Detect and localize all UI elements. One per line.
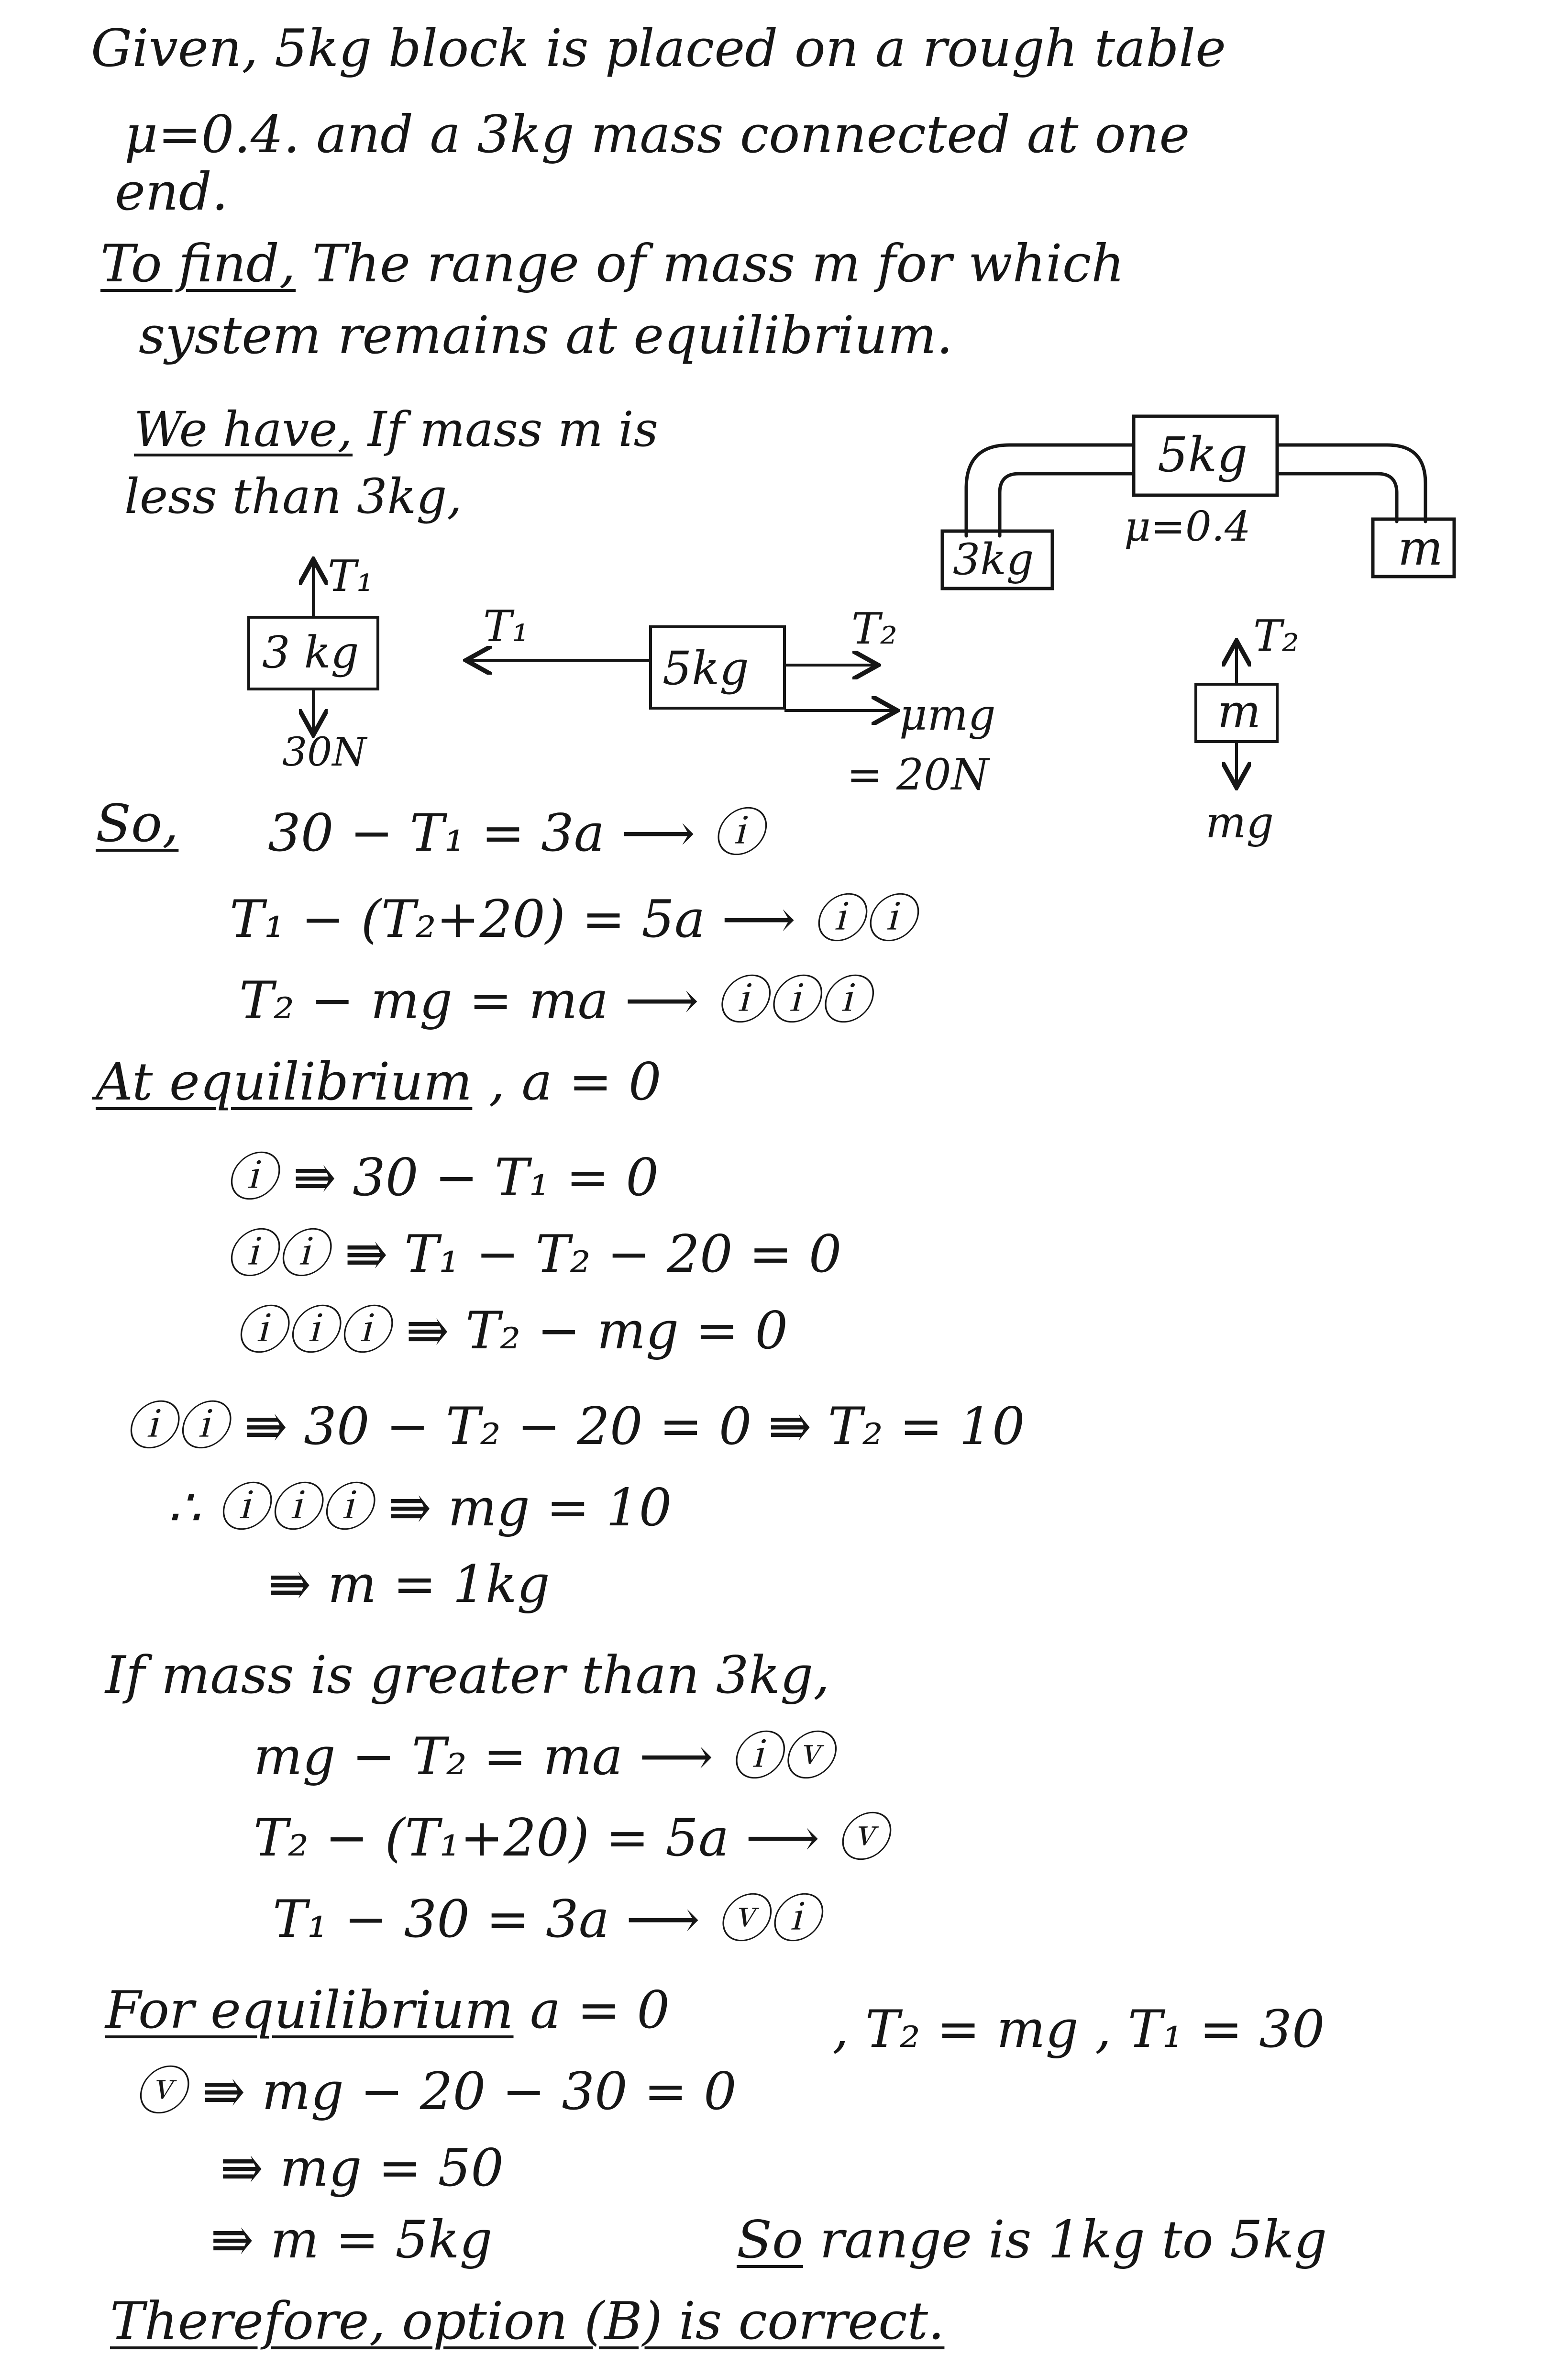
so-label xyxy=(96,794,178,854)
equation-6: T₁ − 30 = 3a ⟶ ⓥⓘ xyxy=(273,1889,820,1949)
we-have-label: We have, xyxy=(134,401,353,457)
solution-step-1: ⓘⓘ ⇛ 30 − T₂ − 20 = 0 ⇛ T₂ = 10 xyxy=(124,1397,1025,1456)
equilibrium-heading-1 xyxy=(96,1053,662,1112)
equation-5: T₂ − (T₁+20) = 5a ⟶ ⓥ xyxy=(254,1808,888,1868)
fbd-5kg-right-label: T₂ xyxy=(851,604,898,654)
final-answer: Therefore, option (B) is correct. xyxy=(110,2291,945,2351)
equilibrium-heading-1-text: At equilibrium xyxy=(96,1052,473,1112)
to-find-label: To find, xyxy=(100,234,296,294)
fbd-3kg-down-label: 30N xyxy=(282,730,367,775)
case2-line: If mass is greater than 3kg, xyxy=(105,1645,830,1705)
solution-step-3: ⇛ m = 1kg xyxy=(268,1555,550,1614)
to-find-text-1: The range of mass m for which xyxy=(312,234,1125,294)
equilibrium-result-1: ⓘ ⇛ 30 − T₁ = 0 xyxy=(225,1148,659,1208)
equilibrium-result-3: ⓘⓘⓘ ⇛ T₂ − mg = 0 xyxy=(234,1301,788,1361)
equation-4: mg − T₂ = ma ⟶ ⓘⓥ xyxy=(254,1727,833,1787)
setup-block-3kg-label: 3kg xyxy=(953,534,1034,585)
tension-values: , T₂ = mg , T₁ = 30 xyxy=(832,2000,1325,2059)
fbd-3kg-label: 3 kg xyxy=(262,627,359,678)
equilibrium-result-2: ⓘⓘ ⇛ T₁ − T₂ − 20 = 0 xyxy=(225,1224,842,1284)
range-statement xyxy=(737,2211,1327,2270)
range-text: range is 1kg to 5kg xyxy=(819,2210,1327,2270)
solution-step-2: ∴ ⓘⓘⓘ ⇛ mg = 10 xyxy=(167,1478,672,1538)
case1-text-1: If mass m is xyxy=(367,401,658,457)
equilibrium-heading-2-text: For equilibrium xyxy=(105,1980,514,2040)
equilibrium-result-5: ⇛ mg = 50 xyxy=(220,2138,504,2198)
given-line-3: end. xyxy=(115,162,228,222)
equilibrium-heading-2 xyxy=(105,1981,670,2040)
to-find-line-2: system remains at equilibrium. xyxy=(139,306,953,366)
equilibrium-result-6: ⇛ m = 5kg xyxy=(210,2210,493,2270)
equilibrium-condition-1: , a = 0 xyxy=(488,1052,662,1112)
equilibrium-result-4: ⓥ ⇛ mg − 20 − 30 = 0 xyxy=(134,2062,737,2122)
given-line-1: Given, 5kg block is placed on a rough table xyxy=(91,19,1226,78)
fbd-3kg-up-label: T₁ xyxy=(328,551,374,601)
equation-1: 30 − T₁ = 3a ⟶ ⓘ xyxy=(268,803,763,863)
fbd-friction-label: μmg xyxy=(899,690,996,740)
equation-3: T₂ − mg = ma ⟶ ⓘⓘⓘ xyxy=(239,971,871,1031)
fbd-m-label: m xyxy=(1217,685,1261,738)
fbd-5kg-label: 5kg xyxy=(663,642,749,695)
equilibrium-condition-2: a = 0 xyxy=(530,1980,670,2040)
setup-block-5kg-label: 5kg xyxy=(1158,427,1248,483)
equation-2: T₁ − (T₂+20) = 5a ⟶ ⓘⓘ xyxy=(230,889,916,949)
so-text: So, xyxy=(96,794,179,854)
setup-friction-label: μ=0.4 xyxy=(1124,503,1251,551)
fbd-m-up-label: T₂ xyxy=(1253,611,1300,661)
fbd-m-down-label: mg xyxy=(1205,798,1274,848)
range-so: So xyxy=(737,2210,804,2270)
setup-block-m-label: m xyxy=(1398,520,1443,576)
given-line-2: μ=0.4. and a 3kg mass connected at one xyxy=(124,105,1190,165)
case1-line-2: less than 3kg, xyxy=(124,468,463,524)
fbd-friction-value: = 20N xyxy=(847,750,989,800)
fbd-5kg-left-label: T₁ xyxy=(483,601,530,652)
